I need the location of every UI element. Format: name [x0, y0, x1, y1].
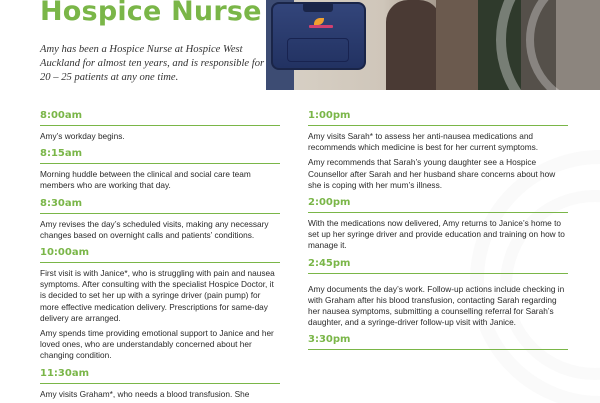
- schedule-entry: [308, 334, 568, 350]
- entry-text: Amy revises the day’s scheduled visits, making any necessary changes based on overnight calls and patients’ conditions.: [40, 218, 269, 240]
- schedule-entry: [40, 110, 280, 142]
- entry-text: First visit is with Janice*, who is struggling with pain and nausea symptoms. After consulting with the specialist Hospice Doctor, it is decided to set her up with a syringe driver (pain pump) for more effective medication delivery. Prescriptions for same-day delivery are arranged.: [40, 268, 275, 323]
- entry-time: 11:30am: [40, 368, 280, 384]
- entry-time: 8:30am: [40, 198, 280, 214]
- schedule-left-column: [40, 110, 280, 403]
- entry-text: Amy’s workday begins.: [40, 131, 125, 141]
- entry-time: 2:45pm: [308, 258, 568, 274]
- page-title: Hospice Nurse: [40, 0, 262, 27]
- header-photo: [266, 0, 600, 90]
- schedule-entry: [40, 148, 280, 191]
- schedule-entry: [40, 247, 280, 362]
- entry-time: 1:00pm: [308, 110, 568, 126]
- schedule-entry: [308, 110, 568, 191]
- nurse-bag: [271, 2, 366, 70]
- person-figure: [386, 0, 441, 90]
- entry-text: Amy spends time providing emotional support to Janice and her loved ones, who are understandably concerned about her changing condition.: [40, 328, 274, 361]
- entry-time: 8:15am: [40, 148, 280, 164]
- entry-text: Amy visits Sarah* to assess her anti-nausea medications and recommends which medicine is best for her current symptoms.: [308, 131, 539, 153]
- hospice-logo-icon: [309, 18, 331, 30]
- entry-time: 10:00am: [40, 247, 280, 263]
- schedule-entry: [40, 198, 280, 241]
- entry-text: Amy visits Graham*, who needs a blood transfusion. She: [40, 388, 250, 399]
- entry-time: 3:30pm: [308, 334, 568, 350]
- entry-time: 8:00am: [40, 110, 280, 126]
- entry-text: Amy recommends that Sarah’s young daughter see a Hospice Counsellor after Sarah and her husband share concerns about how she is coping with her mum’s illness.: [308, 157, 556, 190]
- entry-text: With the medications now delivered, Amy returns to Janice’s home to set up her syringe driver and provide education and training on how to manage it.: [308, 218, 565, 251]
- entry-time: 2:00pm: [308, 197, 568, 213]
- intro-text: Amy has been a Hospice Nurse at Hospice West Auckland for almost ten years, and is responsible for 20 – 25 patients at any one time.: [40, 44, 265, 83]
- entry-text: Morning huddle between the clinical and social care team members who are working that day.: [40, 169, 251, 191]
- person-figure: [436, 0, 481, 90]
- entry-text: Amy documents the day’s work. Follow-up actions include checking in with Graham after his blood transfusion, contacting Sarah regarding her nausea symptoms, submitting a counselling referral for Sarah’s daughter, and a syringe-driver follow-up visit with Janice.: [308, 283, 565, 328]
- schedule-entry: [308, 197, 568, 252]
- schedule-entry: [308, 258, 568, 329]
- schedule-entry: [40, 368, 280, 400]
- schedule-right-column: [308, 110, 568, 355]
